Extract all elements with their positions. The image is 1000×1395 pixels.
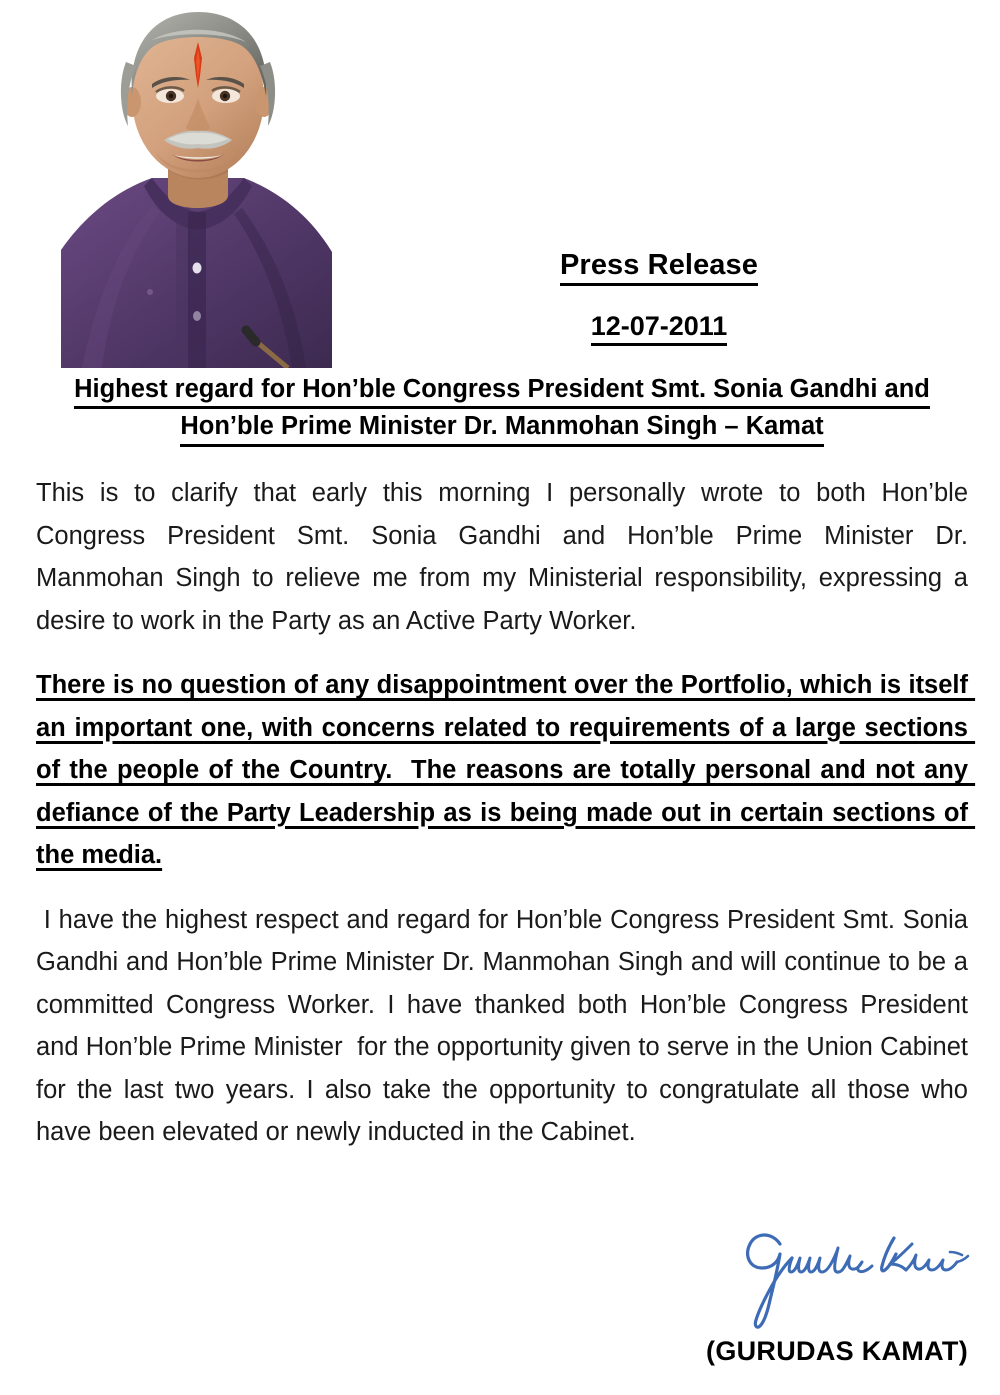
signatory-name: (GURUDAS KAMAT) xyxy=(706,1336,968,1366)
press-release-title-row xyxy=(350,248,968,286)
body-paragraph-3: I have the highest respect and regard for Hon’ble Congress President Smt. Sonia Gandhi and Hon’ble Prime Minister Dr. Manmohan Singh and will continue to be a committed Congress Worker. I have thanked both Hon’ble Congress President and Hon’ble Prime Minister for the opportunity given to serve in the Union Cabinet for the last two years. I also take the opportunity to congratulate all those who have been elevated or newly inducted in the Cabinet. xyxy=(36,905,976,1146)
portrait-photo xyxy=(56,0,340,368)
body-content xyxy=(36,472,976,1154)
body-paragraph-2-emphasised: There is no question of any disappointment over the Portfolio, which is itself an important one, with concerns related to requirements of a large sections of the people of the Country. The reasons are totally personal and not any defiance of the Party Leadership as is being made out in certain sections of the media. xyxy=(36,671,976,869)
headline xyxy=(36,372,968,447)
page-title: Press Release xyxy=(560,248,758,286)
release-date-row xyxy=(350,311,968,346)
headline-line-2: Hon’ble Prime Minister Dr. Manmohan Singh – Kamat xyxy=(180,409,823,446)
headline-line-1: Highest regard for Hon’ble Congress President Smt. Sonia Gandhi and xyxy=(74,372,930,409)
body-paragraph-1: This is to clarify that early this morning I personally wrote to both Hon’ble Congress President Smt. Sonia Gandhi and Hon’ble Prime Minister Dr. Manmohan Singh to relieve me from my Ministerial responsibility, expressing a desire to work in the Party as an Active Party Worker. xyxy=(36,479,976,635)
handwritten-signature xyxy=(736,1222,976,1332)
release-date: 12-07-2011 xyxy=(591,311,728,346)
press-release-header xyxy=(350,248,968,346)
